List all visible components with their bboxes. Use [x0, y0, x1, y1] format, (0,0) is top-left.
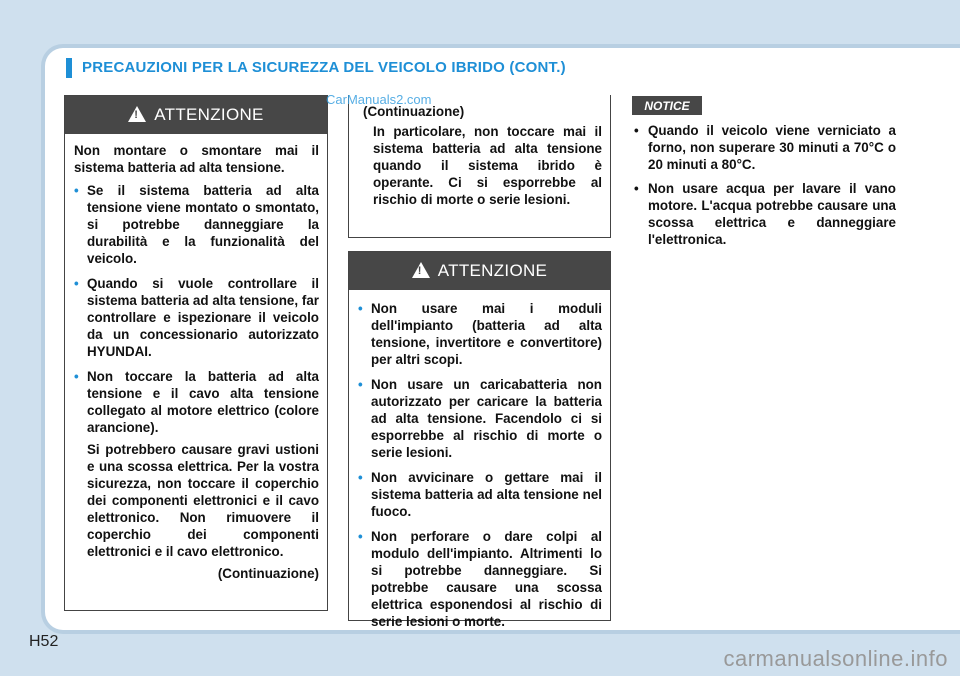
continued-label: (Continuazione) — [217, 566, 319, 581]
watermark-bottom: carmanualsonline.info — [723, 646, 948, 671]
list-item: • Non usare un caricabatteria non autorizzato per caricare la batteria ad alta tensione. Facendolo ci si esporrebbe al rischio di morte o serie lesioni. — [358, 376, 602, 461]
warning-box-1-body — [65, 134, 327, 590]
warning-triangle-icon — [412, 262, 430, 278]
warning-triangle-icon — [128, 106, 146, 122]
list-item: • Non toccare la batteria ad alta tensione e il cavo alta tensione collegato al motore elettrico (colore arancione). — [74, 368, 319, 436]
warning-box-2-title: ATTENZIONE — [437, 261, 548, 280]
section-title: PRECAUZIONI PER LA SICUREZZA DEL VEICOLO IBRIDO (CONT.) — [66, 58, 566, 78]
continuation-heading: (Continuazione) — [363, 104, 465, 119]
list-item: • Non usare acqua per lavare il vano motore. L'acqua potrebbe causare una scossa elettrica e danneggiare l'elettronica. — [632, 180, 896, 248]
list-item: • Non avvicinare o gettare mai il sistema batteria ad alta tensione nel fuoco. — [358, 469, 602, 520]
list-item: • Se il sistema batteria ad alta tensione viene montato o smontato, si potrebbe danneggiare la durabilità e la funzionalità del veicolo. — [74, 182, 319, 267]
warning-box-2-header — [349, 252, 610, 290]
notice-body — [632, 122, 896, 255]
warning-box-2 — [348, 251, 611, 629]
list-item: • Quando il veicolo viene verniciato a forno, non superare 30 minuti a 70°C o 20 minuti a 80°C. — [632, 122, 896, 173]
warning-box-1-title: ATTENZIONE — [154, 105, 264, 124]
page-number: H52 — [29, 633, 59, 650]
list-item: • Quando si vuole controllare il sistema batteria ad alta tensione, far controllare e ispezionare il veicolo da un concessionario autorizzato HYUNDAI. — [74, 275, 319, 360]
watermark-top: CarManuals2.com — [326, 92, 432, 107]
warning-box-1-indent-text: Si potrebbero causare gravi ustioni e una scossa elettrica. Per la vostra sicurezza, non toccare il coperchio dei componenti elettronici e il cavo elettronico. Non rimuovere il coperchio dei componenti elettronici e il cavo elettronico. — [87, 442, 319, 559]
continuation-box — [348, 95, 611, 238]
list-item: • Non perforare o dare colpi al modulo dell'impianto. Altrimenti lo si potrebbe danneggiare. Si potrebbe causare una scossa elettrica esponendosi al rischio di serie lesioni o morte. — [358, 528, 602, 630]
warning-box-1-header — [65, 96, 327, 134]
warning-box-1-intro: Non montare o smontare mai il sistema batteria ad alta tensione. — [74, 143, 319, 175]
warning-box-1 — [64, 95, 328, 611]
warning-box-2-body — [349, 290, 610, 646]
list-item: • Non usare mai i moduli dell'impianto (batteria ad alta tensione, invertitore e convertitore) per altri scopi. — [358, 300, 602, 368]
continuation-box-body — [349, 95, 610, 221]
notice-badge: NOTICE — [632, 96, 702, 115]
continuation-text: In particolare, non toccare mai il sistema batteria ad alta tensione quando il sistema ibrido è operante. Ci si esporrebbe al rischio di morte o serie lesioni. — [373, 124, 602, 207]
